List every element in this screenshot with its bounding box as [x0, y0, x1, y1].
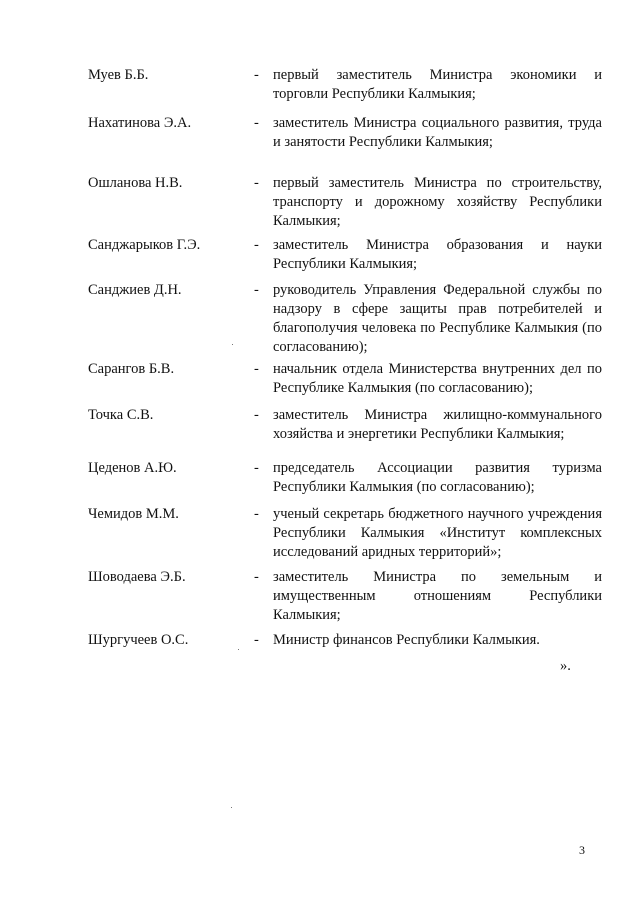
member-role: председатель Ассоциации развития туризма Республики Калмыкия (по согласованию); — [273, 460, 602, 495]
member-name: Шургучеев О.С. — [88, 632, 189, 648]
page-number: 3 — [579, 843, 585, 857]
member-role: заместитель Министра образования и науки Республики Калмыкия; — [273, 237, 602, 272]
member-dash: - — [254, 506, 259, 522]
member-dash: - — [254, 282, 259, 298]
member-name: Сарангов Б.В. — [88, 361, 175, 377]
member-dash: - — [254, 237, 259, 253]
member-role: ученый секретарь бюджетного научного учреждения Республики Калмыкия «Институт комплексных исследований аридных территорий»; — [273, 506, 602, 560]
member-name: Санджарыков Г.Э. — [88, 237, 201, 253]
member-dash: - — [254, 115, 259, 131]
member-dash: - — [254, 175, 259, 191]
scan-speck — [238, 649, 239, 650]
member-name: Чемидов М.М. — [88, 506, 179, 522]
member-dash: - — [254, 361, 259, 377]
member-role: Министр финансов Республики Калмыкия. — [273, 632, 540, 648]
member-dash: - — [254, 460, 259, 476]
scan-speck — [231, 807, 232, 808]
member-name: Ошланова Н.В. — [88, 175, 183, 191]
member-name: Муев Б.Б. — [88, 67, 149, 83]
member-name: Нахатинова Э.А. — [88, 115, 192, 131]
member-dash: - — [254, 632, 259, 648]
member-role: начальник отдела Министерства внутренних дел по Республике Калмыкия (по согласованию); — [273, 361, 602, 396]
member-name: Цеденов А.Ю. — [88, 460, 177, 476]
scan-speck — [232, 344, 233, 345]
member-dash: - — [254, 569, 259, 585]
member-role: первый заместитель Министра экономики и торговли Республики Калмыкия; — [273, 67, 602, 102]
member-role: первый заместитель Министра по строительству, транспорту и дорожному хозяйству Республики Калмыкия; — [273, 175, 602, 229]
member-name: Санджиев Д.Н. — [88, 282, 182, 298]
member-dash: - — [254, 67, 259, 83]
member-role: руководитель Управления Федеральной службы по надзору в сфере защиты прав потребителей и благополучия человека по Республике Калмыкия (по согласованию); — [273, 282, 602, 355]
member-name: Шоводаева Э.Б. — [88, 569, 186, 585]
closing-quote: ». — [560, 658, 571, 674]
member-role: заместитель Министра социального развития, труда и занятости Республики Калмыкия; — [273, 115, 602, 150]
member-role: заместитель Министра жилищно-коммунального хозяйства и энергетики Республики Калмыкия; — [273, 407, 602, 442]
member-name: Точка С.В. — [88, 407, 154, 423]
member-role: заместитель Министра по земельным и имущественным отношениям Республики Калмыкия; — [273, 569, 602, 623]
member-dash: - — [254, 407, 259, 423]
